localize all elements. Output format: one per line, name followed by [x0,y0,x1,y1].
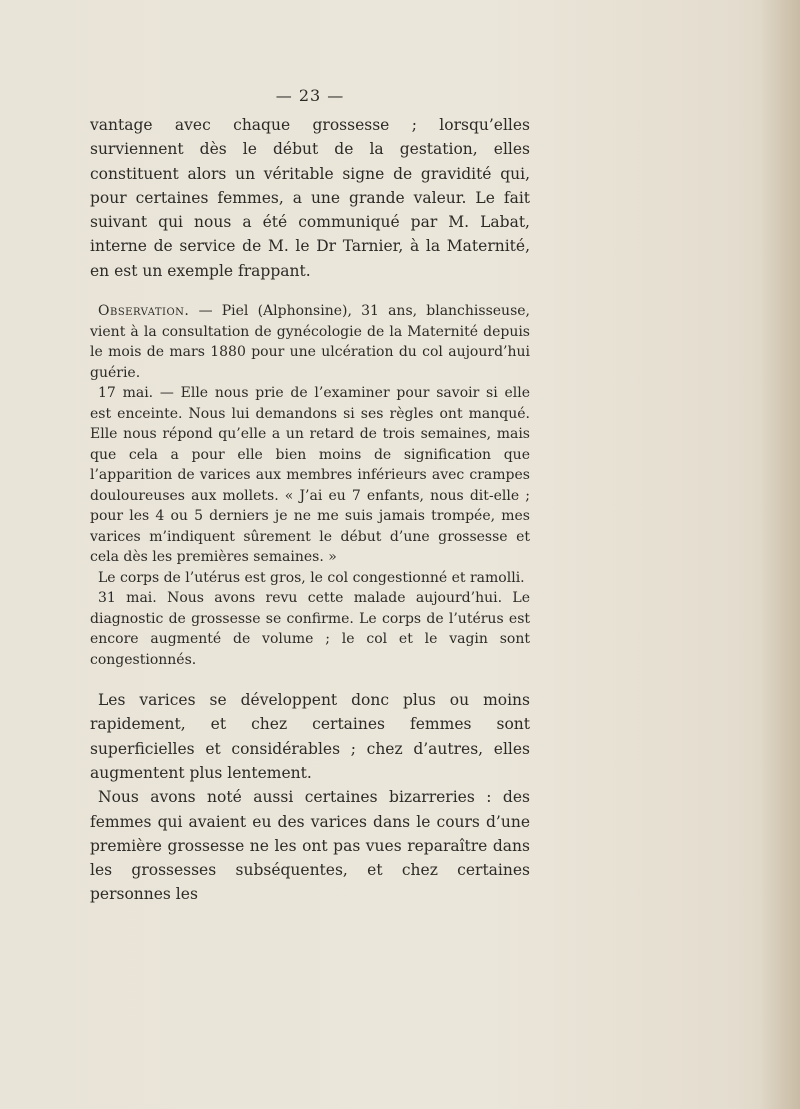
observation-may-31: 31 mai. Nous avons revu cette malade aujourd’hui. Le diagnostic de grossesse se confirme. Le corps de l’utérus est encore augmenté de volume ; le col et le vagin sont congestionnés. [90,590,530,668]
observation-may-17: 17 mai. — Elle nous prie de l’examiner pour savoir si elle est enceinte. Nous lui demandons si ses règles ont manqué. Elle nous répond qu’elle a un retard de trois semaines, mais que cela a pour elle bien moins de signification que l’apparition de varices aux membres inférieurs avec crampes douloureuses aux mollets. « J’ai eu 7 enfants, nous dit-elle ; pour les 4 ou 5 derniers je ne me suis jamais trompée, mes varices m’indiquent sûrement le début d’une grossesse et cela dès les premières semaines. » [90,385,530,566]
opening-section [90,113,530,283]
page-number: — 23 — [275,86,345,105]
observation-section [90,301,530,670]
paragraph-2: Les varices se développent donc plus ou moins rapidement, et chez certaines femmes sont superficielles et considérables ; chez d’autres, elles augmentent plus lentement. [90,691,530,782]
observation-uterus: Le corps de l’utérus est gros, le col congestionné et ramolli. [98,569,525,586]
page-edge-shadow [760,0,800,1109]
closing-section [90,688,530,907]
paragraph-1: vantage avec chaque grossesse ; lorsqu’elles surviennent dès le début de la gestation, elles constituent alors un véritable signe de gravidité qui, pour certaines femmes, a une grande valeur. Le fait suivant qui nous a été communiqué par M. Labat, interne de service de M. le Dr Tarnier, à la Maternité, en est un exemple frappant. [90,116,530,280]
observation-heading: Observation. [98,303,190,320]
observation-intro [90,301,530,383]
paragraph-3: Nous avons noté aussi certaines bizarreries : des femmes qui avaient eu des varices dans le cours d’une première grossesse ne les ont pas vues reparaître dans les grossesses subséquentes, et chez certaines personnes les [90,788,530,904]
text-block [90,86,530,907]
observation-intro-text: — Piel (Alphonsine), 31 ans, blanchisseuse, vient à la consultation de gynécologie de la Maternité depuis le mois de mars 1880 pour une ulcération du col aujourd’hui guérie. [90,303,530,381]
